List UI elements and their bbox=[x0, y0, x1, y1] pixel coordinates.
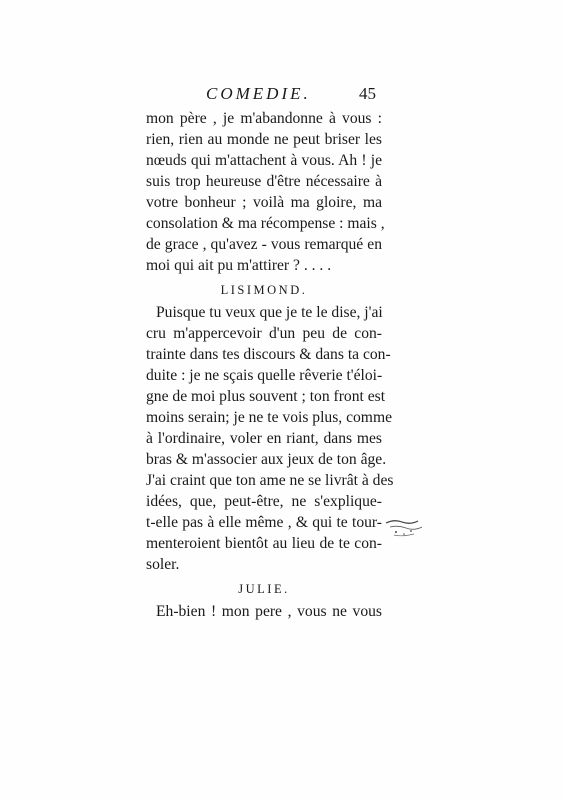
text-line: Puisque tu veux que je te le dise, j'ai bbox=[156, 304, 383, 321]
text-block bbox=[146, 108, 394, 622]
text-line: consolation & ma récompense : mais , bbox=[146, 215, 385, 232]
text-line: bras & m'associer aux jeux de ton âge. bbox=[146, 451, 387, 468]
text-line: cru m'appercevoir d'un peu de con- bbox=[146, 325, 382, 342]
text-line: idées, que, peut-être, ne s'explique- bbox=[146, 493, 382, 510]
text-line: à l'ordinaire, voler en riant, dans mes bbox=[146, 430, 382, 447]
text-line: gne de moi plus souvent ; ton front est bbox=[146, 388, 386, 405]
text-line: trainte dans tes discours & dans ta con- bbox=[146, 346, 391, 363]
text-line: suis trop heureuse d'être nécessaire à bbox=[146, 173, 382, 190]
text-line: moins serain; je ne te vois plus, comme bbox=[146, 409, 392, 426]
text-line: J'ai craint que ton ame ne se livrât à des bbox=[146, 472, 394, 489]
speaker-name: JULIE. bbox=[238, 582, 290, 596]
text-line: de grace , qu'avez - vous remarqué en bbox=[146, 236, 382, 253]
text-line: nœuds qui m'attachent à vous. Ah ! je bbox=[146, 152, 382, 169]
text-line: rien, rien au monde ne peut briser les bbox=[146, 131, 382, 148]
speaker-name: LISIMOND. bbox=[220, 283, 308, 297]
ink-smudge-mark bbox=[384, 513, 424, 543]
text-line: moi qui ait pu m'attirer ? . . . . bbox=[146, 257, 332, 274]
running-head bbox=[148, 84, 376, 106]
text-line: t-elle pas à elle même , & qui te tour- bbox=[146, 514, 382, 531]
page-number: 45 bbox=[359, 84, 376, 103]
text-line: mon père , je m'abandonne à vous : bbox=[146, 110, 382, 127]
running-title: COMEDIE. bbox=[206, 84, 311, 103]
text-line: duite : je ne sçais quelle rêverie t'éloi- bbox=[146, 367, 383, 384]
text-line: soler. bbox=[146, 556, 180, 573]
text-line: votre bonheur ; voilà ma gloire, ma bbox=[146, 194, 382, 211]
text-line: Eh-bien ! mon pere , vous ne vous bbox=[156, 603, 382, 620]
text-line: menteroient bientôt au lieu de te con- bbox=[146, 535, 382, 552]
